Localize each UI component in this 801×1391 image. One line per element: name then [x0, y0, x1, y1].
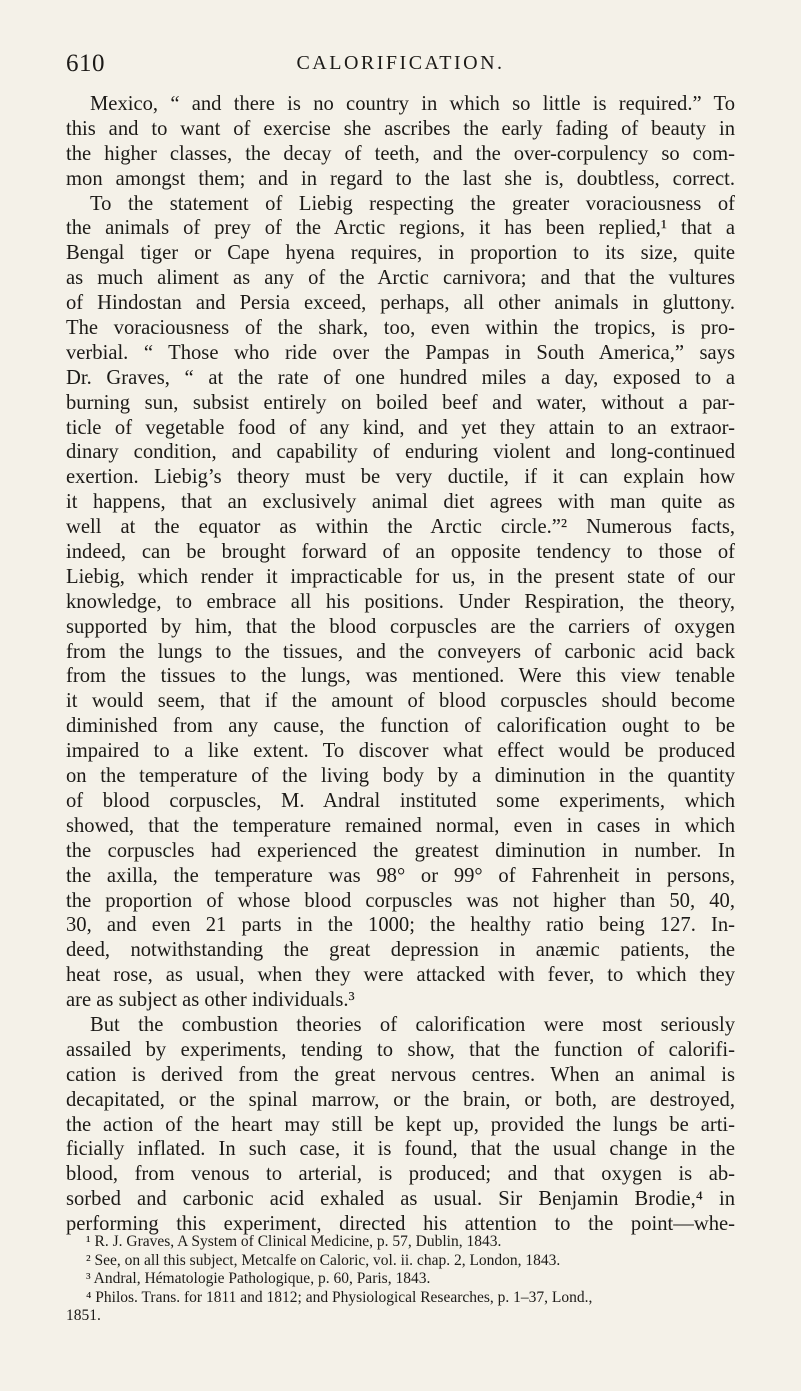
page-number: 610 — [66, 50, 105, 77]
text-line: of blood corpuscles, M. Andral instituted some experiments, which — [66, 789, 735, 812]
text-line: Mexico, “ and there is no country in which so little is required.” To — [90, 93, 735, 115]
text-line: from the tissues to the lungs, was mentioned. Were this view tenable — [66, 665, 735, 688]
text-line: blood, from venous to arterial, is produced; and that oxygen is ab- — [66, 1163, 735, 1186]
text-line: ticle of vegetable food of any kind, and yet they attain to an extraor- — [66, 416, 735, 439]
text-line: the proportion of whose blood corpuscles was not higher than 50, 40, — [66, 889, 735, 912]
text-line: diminished from any cause, the function of calorification ought to be — [66, 715, 735, 738]
text-line: on the temperature of the living body by a diminution in the quantity — [66, 765, 735, 788]
text-line: knowledge, to embrace all his positions. Under Respiration, the theory, — [66, 590, 735, 613]
footnotes — [66, 1233, 735, 1326]
text-line: Liebig, which render it impracticable for us, in the present state of our — [66, 565, 735, 588]
text-line: performing this experiment, directed his attention to the point—whe- — [66, 1213, 735, 1236]
text-line: impaired to a like extent. To discover what effect would be produced — [66, 740, 735, 763]
text-line: Dr. Graves, “ at the rate of one hundred miles a day, exposed to a — [66, 366, 735, 389]
footnote: ³ Andral, Hématologie Pathologique, p. 60, Paris, 1843. — [86, 1270, 431, 1288]
text-line: indeed, can be brought forward of an opposite tendency to those of — [66, 541, 735, 564]
text-line: the higher classes, the decay of teeth, and the over-corpulency so com- — [66, 142, 735, 165]
running-title: CALORIFICATION. — [296, 52, 505, 74]
text-line: sorbed and carbonic acid exhaled as usual. Sir Benjamin Brodie,⁴ in — [66, 1188, 735, 1211]
text-line: The voraciousness of the shark, too, even within the tropics, is pro- — [66, 317, 735, 340]
footnote: ¹ R. J. Graves, A System of Clinical Medicine, p. 57, Dublin, 1843. — [86, 1233, 502, 1250]
footnote: ² See, on all this subject, Metcalfe on Caloric, vol. ii. chap. 2, London, 1843. — [86, 1251, 561, 1269]
text-line: the axilla, the temperature was 98° or 99° of Fahrenheit in persons, — [66, 864, 735, 887]
text-line: cation is derived from the great nervous centres. When an animal is — [66, 1063, 735, 1086]
text-line: burning sun, subsist entirely on boiled beef and water, without a par- — [66, 391, 735, 414]
text-line: this and to want of exercise she ascribes the early fading of beauty in — [66, 117, 735, 140]
text-line: of Hindostan and Persia exceed, perhaps, all other animals in gluttony. — [66, 292, 735, 315]
text-line: exertion. Liebig’s theory must be very ductile, if it can explain how — [66, 466, 735, 489]
text-line: verbial. “ Those who ride over the Pampas in South America,” says — [66, 341, 735, 364]
text-line: the action of the heart may still be kept up, provided the lungs be arti- — [66, 1113, 735, 1136]
text-line: 30, and even 21 parts in the 1000; the healthy ratio being 127. In- — [66, 914, 735, 937]
text-line: To the statement of Liebig respecting the greater voraciousness of — [90, 192, 735, 215]
footnote: ⁴ Philos. Trans. for 1811 and 1812; and Physiological Researches, p. 1–37, Lond., — [86, 1288, 593, 1306]
text-line: from the lungs to the tissues, and the conveyers of carbonic acid back — [66, 640, 735, 663]
text-line: the corpuscles had experienced the greatest diminution in number. In — [66, 839, 735, 862]
text-line: as much aliment as any of the Arctic carnivora; and that the vultures — [66, 267, 735, 290]
text-line: showed, that the temperature remained normal, even in cases in which — [66, 814, 735, 837]
text-line: dinary condition, and capability of enduring violent and long-continued — [66, 441, 735, 464]
text-line: are as subject as other individuals.³ — [66, 989, 355, 1012]
text-line: well at the equator as within the Arctic circle.”² Numerous facts, — [66, 516, 735, 539]
text-line: deed, notwithstanding the great depression in anæmic patients, the — [66, 939, 735, 962]
body-text — [66, 92, 735, 1237]
text-line: it would seem, that if the amount of blood corpuscles should become — [66, 690, 735, 713]
text-line: supported by him, that the blood corpuscles are the carriers of oxygen — [66, 615, 735, 638]
text-line: heat rose, as usual, when they were attacked with fever, to which they — [66, 964, 735, 987]
text-line: the animals of prey of the Arctic regions, it has been replied,¹ that a — [66, 217, 735, 240]
text-line: assailed by experiments, tending to show, that the function of calorifi- — [66, 1038, 735, 1061]
text-line: But the combustion theories of calorification were most seriously — [90, 1013, 735, 1036]
text-line: it happens, that an exclusively animal diet agrees with man quite as — [66, 491, 735, 514]
text-line: ficially inflated. In such case, it is found, that the usual change in the — [66, 1138, 735, 1161]
page-header — [66, 50, 735, 82]
text-line: mon amongst them; and in regard to the last she is, doubtless, correct. — [66, 167, 735, 190]
text-line: Bengal tiger or Cape hyena requires, in proportion to its size, quite — [66, 242, 735, 265]
footnote: 1851. — [66, 1307, 101, 1325]
text-line: decapitated, or the spinal marrow, or the brain, or both, are destroyed, — [66, 1088, 735, 1111]
